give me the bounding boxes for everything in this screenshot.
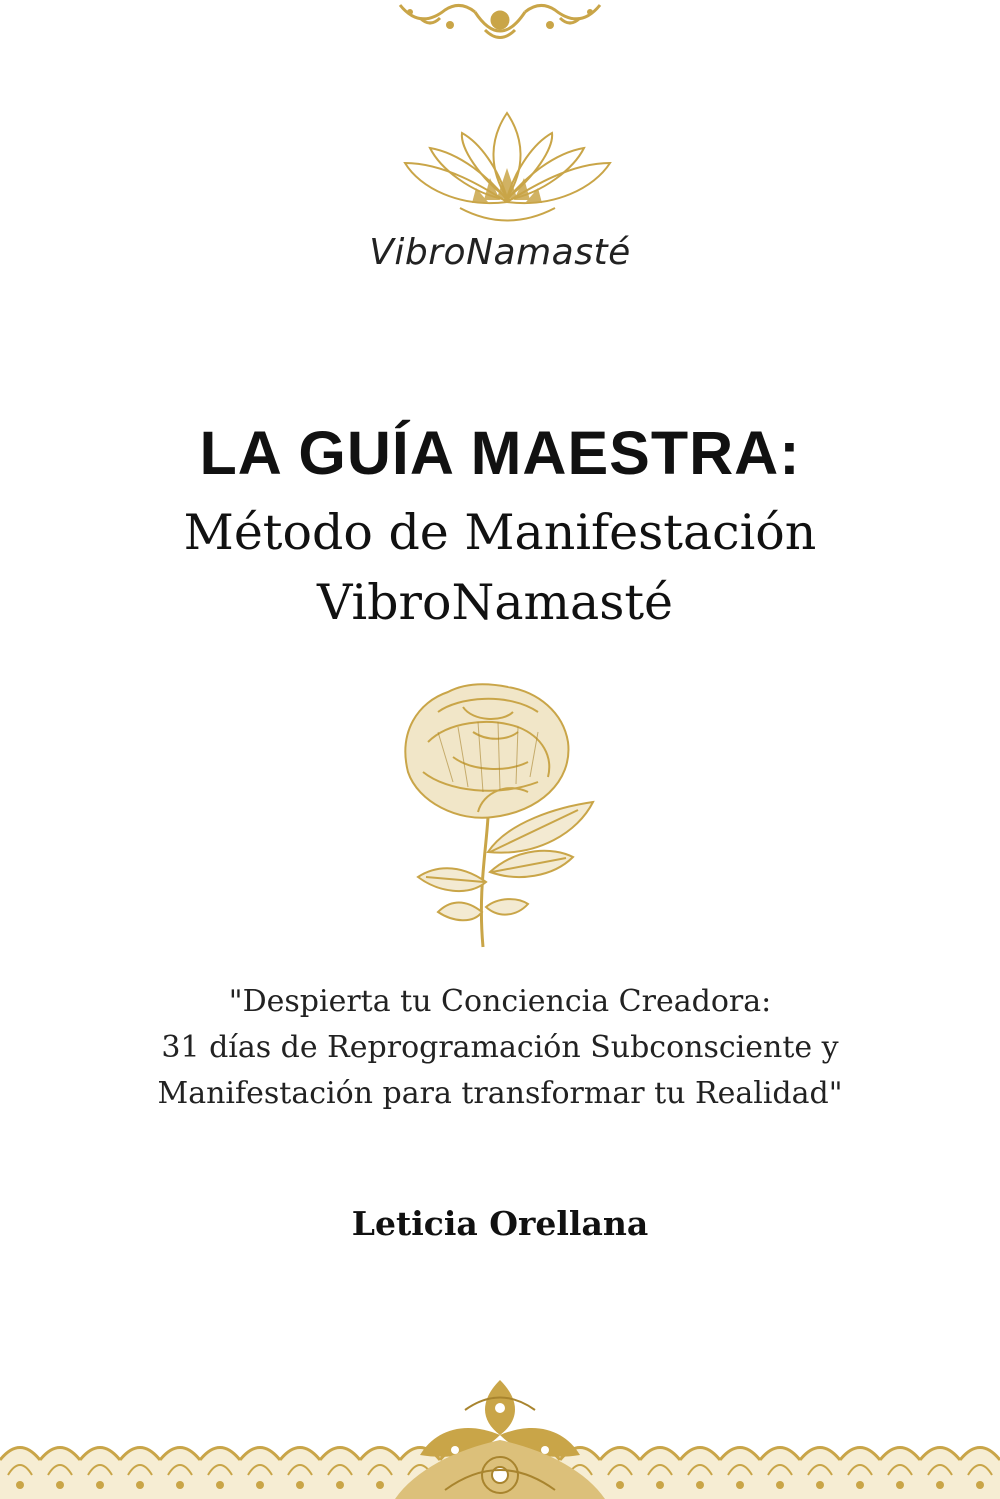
tagline-line1: "Despierta tu Conciencia Creadora:	[228, 984, 772, 1019]
book-subtitle-line2: VibroNamasté	[316, 574, 674, 631]
top-mandala-ornament-icon	[390, 0, 610, 50]
tagline-line2: 31 días de Reprogramación Subconsciente y	[161, 1030, 839, 1065]
author-name: Leticia Orellana	[351, 1204, 649, 1243]
lotus-flower-icon	[400, 108, 615, 238]
bottom-mandala-ornament-icon	[395, 1380, 605, 1499]
brand-name: VibroNamasté	[369, 232, 631, 273]
book-title: LA GUÍA MAESTRA:	[199, 419, 801, 487]
tagline-line3: Manifestación para transformar tu Realidad"	[157, 1076, 843, 1111]
book-subtitle-line1: Método de Manifestación	[183, 504, 817, 561]
rose-icon	[378, 672, 608, 952]
